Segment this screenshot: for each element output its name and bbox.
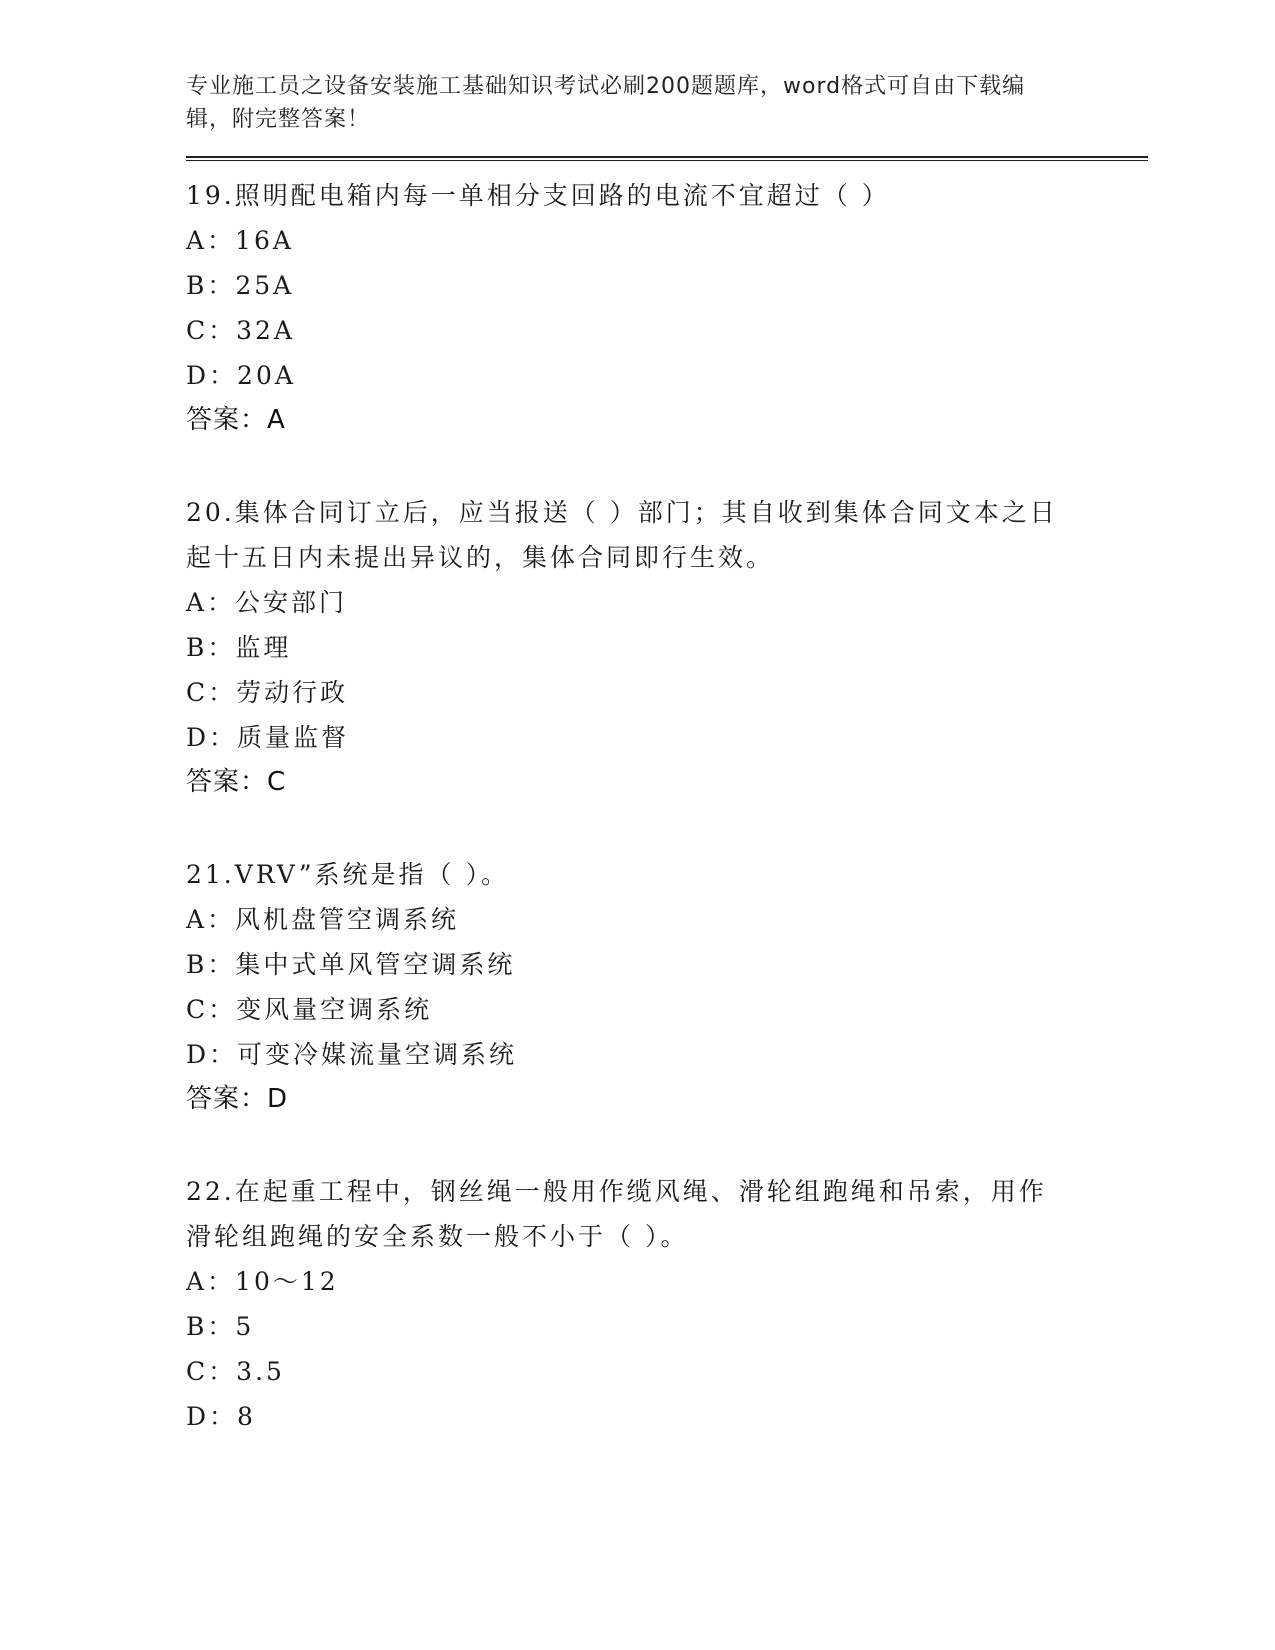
question-list (186, 173, 1146, 1439)
answer-line: 答案：A (186, 405, 286, 435)
question-21 (186, 852, 1146, 1122)
document-header: 专业施工员之设备安装施工基础知识考试必刷200题题库，word格式可自由下载编辑，附完整答案！ (186, 74, 1026, 132)
option-d: D：质量监督 (186, 723, 350, 752)
document-page (186, 70, 1146, 1486)
option-b: B：监理 (186, 633, 292, 662)
option-c: C：劳动行政 (186, 678, 349, 707)
option-a: A：公安部门 (186, 588, 348, 617)
question-20 (186, 490, 1146, 805)
answer-line: 答案：C (186, 767, 287, 797)
answer-line: 答案：D (186, 1084, 289, 1114)
option-c: C：变风量空调系统 (186, 995, 433, 1024)
question-stem: 20.集体合同订立后，应当报送（ ）部门；其自收到集体合同文本之日起十五日内未提出异议的，集体合同即行生效。 (186, 498, 1058, 572)
question-stem: 22.在起重工程中，钢丝绳一般用作缆风绳、滑轮组跑绳和吊索，用作滑轮组跑绳的安全系数一般不小于（ ）。 (186, 1177, 1047, 1251)
option-b: B：25A (186, 271, 295, 300)
question-stem: 21.VRV”系统是指（ ）。 (186, 860, 509, 889)
question-22 (186, 1169, 1146, 1439)
question-19 (186, 173, 1146, 443)
option-a: A：16A (186, 226, 294, 255)
option-c: C：32A (186, 316, 295, 345)
option-b: B：5 (186, 1312, 255, 1341)
option-a: A：风机盘管空调系统 (186, 905, 460, 934)
option-d: D：20A (186, 361, 296, 390)
option-d: D：8 (186, 1402, 256, 1431)
option-c: C：3.5 (186, 1357, 285, 1386)
option-b: B：集中式单风管空调系统 (186, 950, 516, 979)
question-stem: 19.照明配电箱内每一单相分支回路的电流不宜超过（ ） (186, 181, 890, 210)
option-a: A：10～12 (186, 1267, 339, 1296)
option-d: D：可变冷媒流量空调系统 (186, 1040, 518, 1069)
header-divider (186, 156, 1148, 161)
